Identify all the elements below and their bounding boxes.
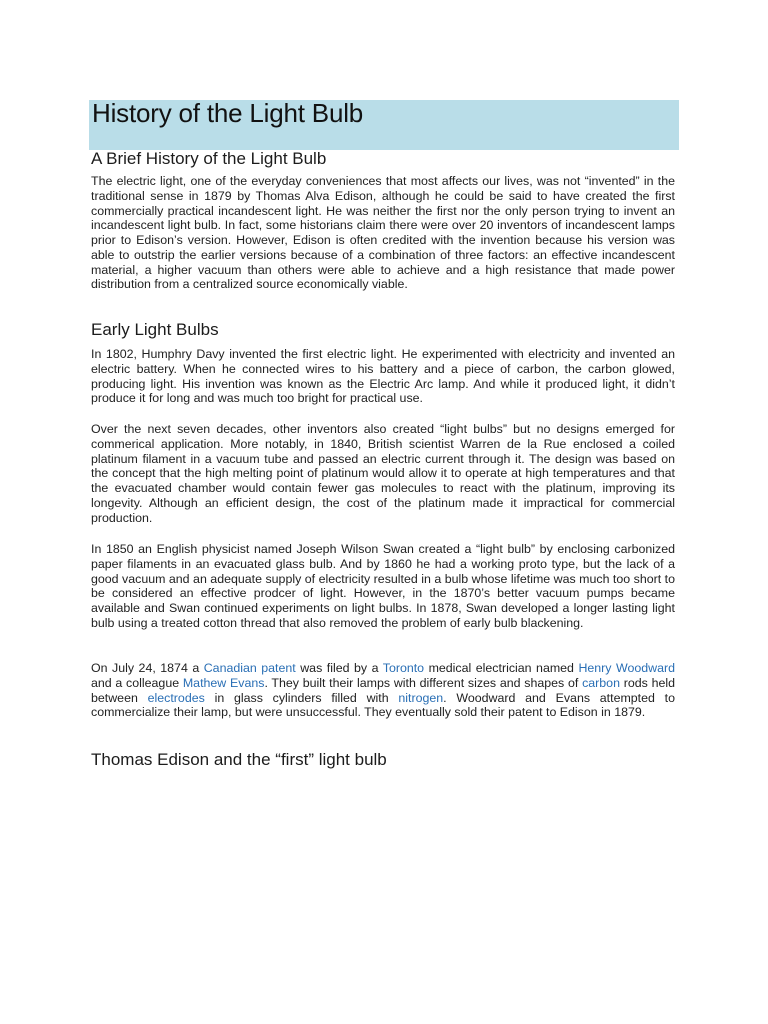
paragraph-warren-de-la-rue: Over the next seven decades, other inventors also created “light bulbs” but no designs emerged for commerical application. More notably, in 1840, British scientist Warren de la Rue enclosed a coiled platinum filament in a vacuum tube and passed an electric current through it. The design was based on the concept that the high melting point of platinum would allow it to operate at high temperatures and that the evacuated chamber would contain fewer gas molecules to react with the platinum, improving its longevity. Although an efficient design, the cost of the platinum made it impractical for commercial production. bbox=[91, 422, 675, 525]
paragraph-text: in glass cylinders filled with bbox=[204, 690, 399, 705]
link-nitrogen[interactable]: nitrogen bbox=[398, 690, 444, 705]
link-henry-woodward[interactable]: Henry Woodward bbox=[578, 661, 675, 675]
paragraph-text: and a colleague bbox=[91, 675, 183, 690]
paragraph-humphry-davy: In 1802, Humphry Davy invented the first electric light. He experimented with electricity and invented an electric battery. When he connected wires to his battery and a piece of carbon, the carbon glowed, producing light. His invention was known as the Electric Arc lamp. And while it produced light, it didn’t produce it for long and was much too bright for practical use. bbox=[91, 347, 675, 406]
link-toronto[interactable]: Toronto bbox=[382, 661, 425, 675]
paragraph-text: . They built their lamps with different sizes and shapes of bbox=[264, 675, 583, 690]
link-canadian-patent[interactable]: Canadian patent bbox=[203, 661, 296, 675]
paragraph-brief-history: The electric light, one of the everyday conveniences that most affects our lives, was not “invented” in the traditional sense in 1879 by Thomas Alva Edison, although he could be said to have created the first commercially practical incandescent light. He was neither the first nor the only person trying to invent an incandescent light bulb. In fact, some historians claim there were over 20 inventors of incandescent lamps prior to Edison’s version. However, Edison is often credited with the invention because his version was able to outstrip the earlier versions because of a combination of three factors: an effective incandescent material, a higher vacuum than others were able to achieve and a high resistance that made power distribution from a centralized source economically viable. bbox=[91, 174, 675, 292]
paragraph-text: was filed by a bbox=[295, 661, 383, 675]
section-heading-brief-history: A Brief History of the Light Bulb bbox=[91, 149, 327, 168]
section-heading-early-bulbs: Early Light Bulbs bbox=[91, 320, 219, 339]
paragraph-text: On July 24, 1874 a bbox=[91, 661, 204, 675]
paragraph-woodward-evans bbox=[91, 661, 675, 720]
paragraph-text: rods held between bbox=[91, 675, 675, 705]
paragraph-text: . Woodward and Evans attempted to commercialize their lamp, but were unsuccessful. They eventually sold their patent to Edison in 1879. bbox=[91, 690, 675, 720]
link-mathew-evans[interactable]: Mathew Evans bbox=[182, 675, 265, 690]
link-carbon[interactable]: carbon bbox=[582, 675, 620, 690]
section-heading-edison: Thomas Edison and the “first” light bulb bbox=[91, 750, 387, 769]
document-title: History of the Light Bulb bbox=[92, 98, 364, 128]
paragraph-joseph-swan: In 1850 an English physicist named Joseph Wilson Swan created a “light bulb” by enclosing carbonized paper filaments in an evacuated glass bulb. And by 1860 he had a working proto type, but the lack of a good vacuum and an adequate supply of electricity resulted in a bulb whose lifetime was much too short to be considered an effective prodcer of light. However, in the 1870’s better vacuum pumps became available and Swan continued experiments on light bulbs. In 1878, Swan developed a longer lasting light bulb using a treated cotton thread that also removed the problem of early bulb blackening. bbox=[91, 542, 675, 630]
link-electrodes[interactable]: electrodes bbox=[147, 690, 205, 705]
paragraph-text: medical electrician named bbox=[424, 661, 579, 675]
